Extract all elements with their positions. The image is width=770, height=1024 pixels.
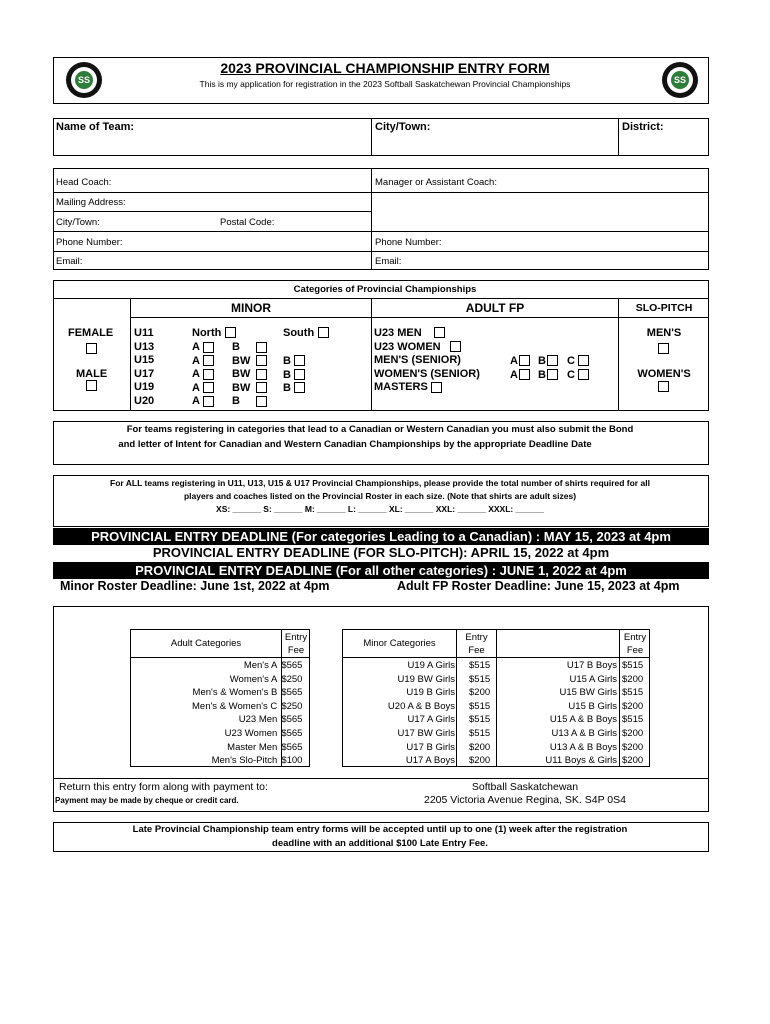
form-subtitle: This is my application for registration in the 2023 Softball Saskatchewan Provincial Championships [199, 79, 571, 89]
u13-b-label: B [232, 341, 240, 353]
fee-amount: $515 [469, 660, 491, 671]
u23-men-label: U23 MEN [374, 327, 422, 339]
fee-category: Men's Slo-Pitch [211, 755, 278, 767]
u17-a-label: A [192, 368, 200, 380]
female-checkbox[interactable] [86, 343, 97, 354]
north-label: North [192, 327, 222, 339]
mens-senior-label: MEN'S (SENIOR) [374, 354, 461, 366]
table-row [497, 713, 649, 727]
table-row [343, 727, 495, 741]
table-row [343, 659, 495, 673]
u19-bw-label: BW [232, 381, 251, 394]
table-row [131, 727, 309, 741]
mens-senior-b-label: B [538, 355, 546, 367]
table-row [497, 741, 649, 755]
fee-amount: $250 [281, 673, 303, 685]
u15-a-checkbox[interactable] [203, 355, 214, 366]
fee-amount: $200 [622, 755, 644, 767]
south-checkbox[interactable] [318, 327, 329, 338]
late-notice-line1: Late Provincial Championship team entry forms will be accepted until up to one (1) week after the registration [132, 824, 628, 835]
south-label: South [283, 327, 315, 339]
table-row [343, 686, 495, 700]
fee-amount: $565 [281, 660, 303, 671]
table-row [343, 700, 495, 714]
womens-senior-c-label: C [567, 369, 575, 381]
fee-category: U13 A & B Boys [549, 741, 617, 753]
mens-senior-a-label: A [510, 355, 518, 367]
age-u20: U20 [134, 394, 155, 407]
u17-bw-checkbox[interactable] [256, 369, 267, 380]
fee-amount: $515 [622, 714, 644, 726]
district-field[interactable] [620, 135, 708, 154]
adult-roster-deadline: Adult FP Roster Deadline: June 15, 2023 at 4pm [397, 579, 680, 593]
age-u15: U15 [134, 354, 155, 366]
fee-category: U19 BW Girls [397, 673, 455, 685]
phone-label-right: Phone Number: [375, 237, 442, 248]
slo-womens-label: WOMEN'S [637, 368, 691, 380]
shirt-notice-line2: players and coaches listed on the Provincial Roster in each size. (Note that shirts are adult sizes) [183, 491, 577, 501]
u15-a-label: A [192, 354, 200, 367]
fee-category: Men's A [243, 660, 278, 671]
fee-amount: $565 [281, 687, 303, 699]
male-label: MALE [76, 368, 108, 380]
mens-senior-b-checkbox[interactable] [547, 355, 558, 366]
fee-category: U17 BW Girls [397, 727, 455, 739]
payment-note: Payment may be made by cheque or credit card. [55, 796, 239, 805]
u17-a-checkbox[interactable] [203, 369, 214, 380]
minor-a-column [192, 341, 200, 409]
fee-amount: $515 [469, 700, 491, 712]
u20-a-label: A [192, 395, 200, 407]
u13-b-checkbox[interactable] [256, 342, 267, 353]
table-row [343, 713, 495, 727]
fee-category: U15 A & B Boys [549, 714, 617, 726]
fee-category: U13 A & B Girls [551, 727, 617, 739]
fee-amount: $515 [469, 714, 491, 726]
fee-amount: $100 [281, 755, 303, 767]
fee-category: U23 Men [238, 714, 278, 726]
u15-bw-checkbox[interactable] [256, 355, 267, 366]
return-org: Softball Saskatchewan [471, 781, 579, 793]
table-row [343, 754, 495, 768]
categories-title: Categories of Provincial Championships [293, 284, 477, 295]
age-list [134, 327, 154, 408]
womens-senior-label: WOMEN'S (SENIOR) [374, 367, 480, 380]
u13-a-checkbox[interactable] [203, 342, 214, 353]
fee-category: U23 Women [224, 727, 278, 739]
minor-fee-header-2: Fee [626, 645, 644, 656]
fee-category: U20 A & B Boys [387, 700, 455, 712]
fee-category: U17 A Girls [407, 714, 455, 726]
u19-b-checkbox[interactable] [294, 382, 305, 393]
table-row [131, 754, 309, 768]
deadline-canadian: PROVINCIAL ENTRY DEADLINE (For categories Leading to a Canadian) : MAY 15, 2023 at 4pm [53, 528, 709, 545]
minor-entry-header-2: Entry [623, 632, 647, 643]
fee-amount: $200 [469, 741, 491, 753]
mens-senior-c-checkbox[interactable] [578, 355, 589, 366]
softball-sask-logo-left: SS [66, 62, 102, 98]
table-row [497, 727, 649, 741]
u20-a-checkbox[interactable] [203, 396, 214, 407]
minor-fee-header: Fee [468, 645, 485, 656]
fee-category: Women's A [229, 673, 278, 685]
table-row [131, 673, 309, 687]
minor-roster-deadline: Minor Roster Deadline: June 1st, 2022 at 4pm [60, 579, 330, 593]
bond-notice-line2: and letter of Intent for Canadian and Western Canadian Championships by the appropriate Deadline Date [118, 439, 592, 450]
manager-label: Manager or Assistant Coach: [375, 177, 497, 188]
late-notice-line2: deadline with an additional $100 Late Entry Fee. [272, 838, 488, 849]
minor-b-column [232, 341, 250, 409]
womens-senior-b-label: B [538, 369, 546, 381]
table-row [497, 673, 649, 687]
mens-senior-c-label: C [567, 355, 575, 367]
masters-label: MASTERS [374, 381, 428, 393]
slo-pitch-header: SLO-PITCH [635, 302, 693, 314]
fee-amount: $200 [469, 755, 491, 767]
u15-bw-label: BW [232, 354, 251, 367]
fee-category: U11 Boys & Girls [545, 755, 617, 767]
u19-a-label: A [192, 381, 200, 394]
team-name-field[interactable] [54, 135, 370, 154]
u23-women-label: U23 WOMEN [374, 340, 441, 353]
womens-senior-a-checkbox[interactable] [519, 369, 530, 380]
adult-entry-header: Entry [284, 632, 308, 643]
head-coach-label: Head Coach: [56, 177, 112, 188]
age-u17: U17 [134, 367, 155, 380]
u19-a-checkbox[interactable] [203, 382, 214, 393]
minor-entry-header: Entry [465, 632, 488, 643]
masters-checkbox[interactable] [431, 382, 442, 393]
u19-bw-checkbox[interactable] [256, 382, 267, 393]
u19-b-label: B [283, 382, 291, 394]
table-row [343, 673, 495, 687]
slo-womens-checkbox[interactable] [658, 381, 669, 392]
womens-senior-b-checkbox[interactable] [547, 369, 558, 380]
u17-b-checkbox[interactable] [294, 369, 305, 380]
table-row [131, 686, 309, 700]
district-label: District: [622, 121, 664, 133]
slo-mens-label: MEN'S [646, 327, 682, 339]
fee-category: U15 BW Girls [559, 687, 617, 699]
table-row [131, 713, 309, 727]
fee-category: Men's & Women's B [192, 687, 278, 699]
fee-amount: $515 [469, 673, 491, 685]
womens-senior-a-label: A [510, 369, 518, 381]
fee-category: Master Men [227, 741, 278, 753]
table-row [131, 700, 309, 714]
male-checkbox[interactable] [86, 380, 97, 391]
adult-categories-header: Adult Categories [170, 638, 242, 649]
shirt-notice-line1: For ALL teams registering in U11, U13, U15 & U17 Provincial Championships, please provide the total number of shirts required for all [110, 478, 650, 488]
fee-amount: $200 [622, 741, 644, 753]
return-address: 2205 Victoria Avenue Regina, SK. S4P 0S4 [424, 794, 626, 806]
email-label-right: Email: [375, 256, 402, 267]
table-row [497, 754, 649, 768]
table-row [343, 741, 495, 755]
u17-b-label: B [283, 368, 291, 381]
fee-amount: $200 [469, 687, 491, 699]
slo-mens-checkbox[interactable] [658, 343, 669, 354]
postal-code-label: Postal Code: [220, 217, 275, 228]
u23-women-checkbox[interactable] [450, 341, 461, 352]
adult-fp-list [374, 327, 480, 395]
adult-fp-header: ADULT FP [465, 301, 525, 315]
table-row [131, 741, 309, 755]
fee-category: U15 A Girls [569, 673, 617, 685]
u20-b-label: B [232, 395, 240, 407]
female-label: FEMALE [68, 327, 114, 339]
table-row [497, 700, 649, 714]
fee-amount: $565 [281, 727, 303, 739]
fee-amount: $200 [622, 700, 644, 712]
fee-category: U17 B Girls [406, 741, 455, 753]
u15-b-label: B [283, 355, 291, 367]
deadline-slo-pitch: PROVINCIAL ENTRY DEADLINE (FOR SLO-PITCH): APRIL 15, 2022 at 4pm [152, 545, 610, 560]
minor-b2-column [283, 355, 291, 396]
email-label-left: Email: [56, 256, 83, 267]
fee-amount: $200 [622, 727, 644, 739]
fee-category: U17 B Boys [566, 660, 617, 671]
u20-b-checkbox[interactable] [256, 396, 267, 407]
fee-amount: $515 [622, 687, 644, 699]
adult-fee-header: Fee [287, 645, 305, 656]
team-city-field[interactable] [373, 135, 617, 154]
fee-amount: $515 [469, 727, 491, 739]
mailing-address-label: Mailing Address: [56, 197, 126, 208]
minor-categories-header: Minor Categories [363, 638, 436, 649]
u17-bw-label: BW [232, 368, 251, 380]
contact-city-label: City/Town: [56, 217, 100, 228]
softball-sask-logo-right: SS [662, 62, 698, 98]
phone-label-left: Phone Number: [56, 237, 123, 248]
fee-amount: $565 [281, 714, 303, 726]
shirt-size-fields[interactable]: XS: ______ S: ______ M: ______ L: ______ XL: ______ XXL: ______ XXXL: ______ [216, 504, 544, 514]
fee-category: U15 B Girls [568, 700, 617, 712]
deadline-other: PROVINCIAL ENTRY DEADLINE (For all other categories) : JUNE 1, 2022 at 4pm [53, 562, 709, 579]
fee-category: Men's & Women's C [192, 700, 278, 712]
team-city-label: City/Town: [375, 121, 431, 133]
age-u11: U11 [134, 327, 154, 339]
bond-notice-line1: For teams registering in categories that lead to a Canadian or Western Canadian you must also submit the Bond [126, 424, 634, 435]
mens-senior-a-checkbox[interactable] [519, 355, 530, 366]
age-u13: U13 [134, 340, 155, 353]
table-row [131, 659, 309, 673]
return-instructions: Return this entry form along with payment to: [59, 781, 268, 793]
adult-fee-rows [131, 659, 309, 768]
minor-fee-rows-1 [343, 659, 495, 768]
womens-senior-c-checkbox[interactable] [578, 369, 589, 380]
minor-header: MINOR [231, 301, 271, 315]
table-row [497, 659, 649, 673]
fee-category: U19 B Girls [406, 687, 455, 699]
u13-a-label: A [192, 341, 200, 353]
north-checkbox[interactable] [225, 327, 236, 338]
u15-b-checkbox[interactable] [294, 355, 305, 366]
minor-fee-rows-2 [497, 659, 649, 768]
fee-category: U17 A Boys [405, 755, 455, 767]
team-name-label: Name of Team: [56, 121, 135, 133]
table-row [497, 686, 649, 700]
fee-amount: $250 [281, 700, 303, 712]
fee-amount: $515 [622, 660, 644, 671]
u23-men-checkbox[interactable] [434, 327, 445, 338]
fee-amount: $200 [622, 673, 644, 685]
fee-category: U19 A Girls [407, 660, 455, 671]
age-u19: U19 [134, 381, 155, 393]
form-title: 2023 PROVINCIAL CHAMPIONSHIP ENTRY FORM [220, 60, 550, 76]
fee-amount: $565 [281, 741, 303, 753]
